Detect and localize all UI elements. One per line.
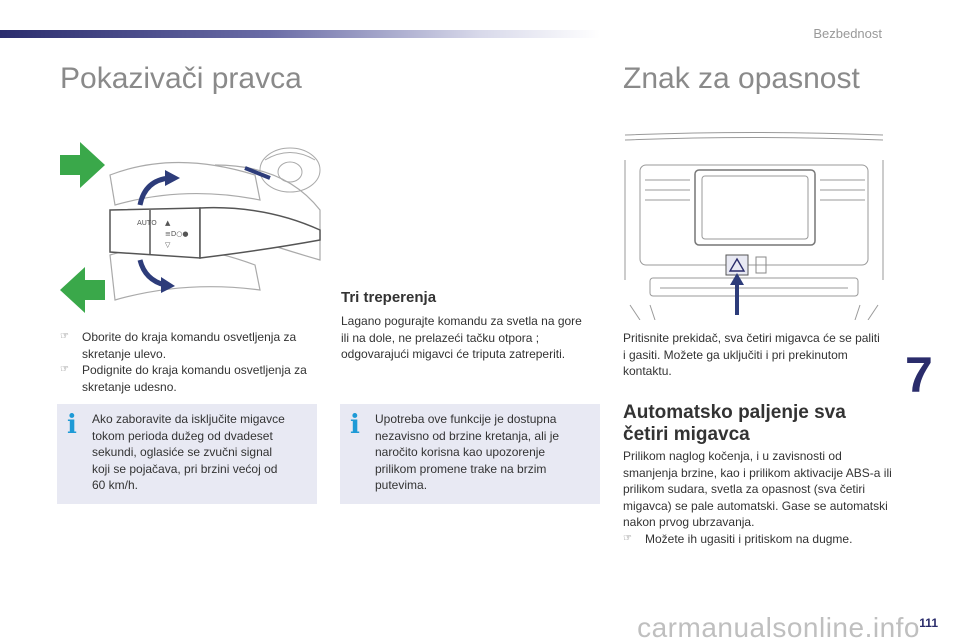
bullet-icon: ☞ xyxy=(60,364,69,375)
three-flashes-body: Lagano pogurajte komandu za svetla na gore ili na dole, ne prelazeći tačku otpora ; odgovarajući migavci će triputa zatreperiti. xyxy=(341,314,582,361)
info-icon: i xyxy=(350,410,360,440)
green-arrow-left-icon xyxy=(60,267,105,313)
svg-text:≡D○●: ≡D○● xyxy=(165,230,189,238)
three-flashes-title: Tri treperenja xyxy=(341,289,437,306)
dashboard-illustration xyxy=(620,130,888,320)
turn-signal-instructions xyxy=(60,329,325,395)
info-box-middle: i Upotreba ove funkcije je dostupna nezavisno od brzine kretanja, ali je naročito korisna kao upozorenje prilikom promene trake na brzim putevima. xyxy=(340,404,600,504)
list-item: ☞ Možete ih ugasiti i pritiskom na dugme. xyxy=(623,531,853,546)
page-number: 111 xyxy=(919,616,938,630)
info-box-left: i Ako zaboravite da isključite migavce tokom perioda dužeg od dvadeset sekundi, oglasiće se zvučni signal koji se pojačava, pri brzini većoj od 60 km/h. xyxy=(57,404,317,504)
green-arrow-right-icon xyxy=(60,142,105,188)
list-item: ☞ Podignite do kraja komandu osvetljenja za skretanje udesno. xyxy=(60,363,307,394)
svg-text:AUTO: AUTO xyxy=(137,219,157,227)
turn-signals-title: Pokazivači pravca xyxy=(60,62,302,95)
svg-text:▲: ▲ xyxy=(165,219,171,227)
list-item: ☞ Oborite do kraja komandu osvetljenja za skretanje ulevo. xyxy=(60,330,297,361)
header-bar xyxy=(0,30,600,38)
auto-hazard-title: Automatsko paljenje sva četiri migavca xyxy=(623,402,846,445)
watermark: carmanualsonline.info xyxy=(637,612,920,643)
hazard-title: Znak za opasnost xyxy=(623,62,860,95)
bullet-icon: ☞ xyxy=(60,331,69,342)
section-label: Bezbednost xyxy=(813,26,882,41)
bullet-icon: ☞ xyxy=(623,532,632,544)
svg-text:▽: ▽ xyxy=(165,241,171,249)
hazard-body: Pritisnite prekidač, sva četiri migavca će se paliti i gasiti. Možete ga uključiti i pri prekinutom kontaktu. xyxy=(623,331,880,378)
chapter-number: 7 xyxy=(905,347,933,403)
info-icon: i xyxy=(67,410,77,440)
stalk-illustration xyxy=(55,140,325,320)
auto-hazard-body: Prilikom naglog kočenja, i u zavisnosti od smanjenja brzine, kao i prilikom aktivacije ABS-a ili prilikom sudara, svetla za opasnost (sva četiri migavca) se pale automatski. Gase se automatski nakon prvog ubrzavanja. ☞ Možete ih ugasiti i pritiskom na dugme. xyxy=(623,449,892,546)
